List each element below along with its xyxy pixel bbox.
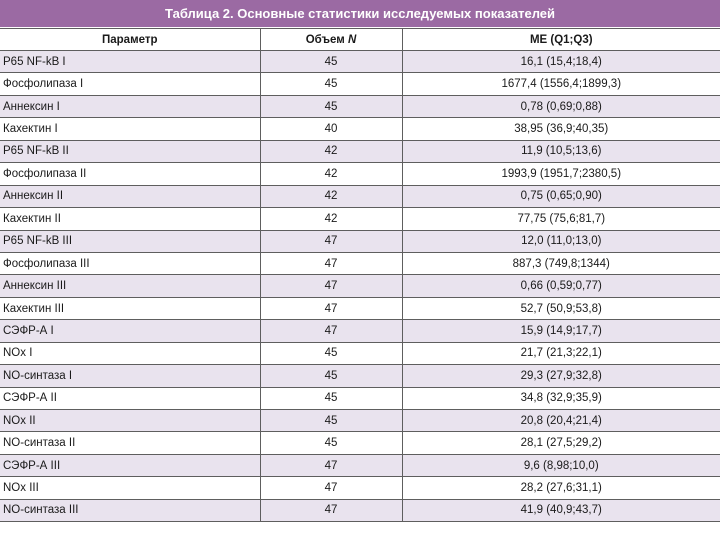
volume-cell: 47: [260, 275, 402, 297]
volume-cell: 45: [260, 365, 402, 387]
param-cell: СЭФР-А I: [0, 320, 260, 342]
table-row: [0, 410, 720, 432]
table-row: [0, 230, 720, 252]
param-cell: СЭФР-А III: [0, 454, 260, 476]
me-cell: 1677,4 (1556,4;1899,3): [402, 73, 720, 95]
me-cell: 1993,9 (1951,7;2380,5): [402, 163, 720, 185]
param-cell: NO-синтаза I: [0, 365, 260, 387]
volume-cell: 42: [260, 163, 402, 185]
volume-cell: 40: [260, 118, 402, 140]
table-row: [0, 73, 720, 95]
volume-cell: 47: [260, 454, 402, 476]
table-row: [0, 365, 720, 387]
me-cell: 21,7 (21,3;22,1): [402, 342, 720, 364]
volume-cell: 42: [260, 140, 402, 162]
param-cell: Аннексин II: [0, 185, 260, 207]
param-cell: NO-синтаза III: [0, 499, 260, 521]
param-cell: P65 NF-kB III: [0, 230, 260, 252]
volume-cell: 47: [260, 320, 402, 342]
param-cell: NOx III: [0, 477, 260, 499]
param-cell: P65 NF-kB I: [0, 51, 260, 73]
table-row: [0, 140, 720, 162]
volume-cell: 45: [260, 51, 402, 73]
table-row: [0, 163, 720, 185]
table-body: [0, 51, 720, 522]
me-cell: 34,8 (32,9;35,9): [402, 387, 720, 409]
table-row: [0, 342, 720, 364]
table-row: [0, 387, 720, 409]
volume-cell: 42: [260, 208, 402, 230]
me-cell: 77,75 (75,6;81,7): [402, 208, 720, 230]
header-volume-n: N: [347, 33, 357, 46]
param-cell: NOx I: [0, 342, 260, 364]
param-cell: Кахектин II: [0, 208, 260, 230]
me-cell: 38,95 (36,9;40,35): [402, 118, 720, 140]
me-cell: 28,1 (27,5;29,2): [402, 432, 720, 454]
table-row: [0, 432, 720, 454]
param-cell: Кахектин III: [0, 297, 260, 319]
me-cell: 0,75 (0,65;0,90): [402, 185, 720, 207]
param-cell: P65 NF-kB II: [0, 140, 260, 162]
me-cell: 11,9 (10,5;13,6): [402, 140, 720, 162]
statistics-table: [0, 28, 720, 522]
header-me: ME (Q1;Q3): [402, 29, 720, 51]
header-param: Параметр: [0, 29, 260, 51]
table-row: [0, 499, 720, 521]
volume-cell: 47: [260, 252, 402, 274]
volume-cell: 47: [260, 499, 402, 521]
param-cell: Фосфолипаза II: [0, 163, 260, 185]
volume-cell: 45: [260, 387, 402, 409]
table-row: [0, 185, 720, 207]
param-cell: Фосфолипаза III: [0, 252, 260, 274]
table-row: [0, 252, 720, 274]
param-cell: СЭФР-А II: [0, 387, 260, 409]
header-volume-label: Объем: [305, 33, 348, 46]
volume-cell: 47: [260, 230, 402, 252]
param-cell: NOx II: [0, 410, 260, 432]
table-row: [0, 477, 720, 499]
header-volume: [260, 29, 402, 51]
table-row: [0, 297, 720, 319]
table-row: [0, 275, 720, 297]
me-cell: 29,3 (27,9;32,8): [402, 365, 720, 387]
volume-cell: 45: [260, 342, 402, 364]
me-cell: 16,1 (15,4;18,4): [402, 51, 720, 73]
me-cell: 887,3 (749,8;1344): [402, 252, 720, 274]
volume-cell: 42: [260, 185, 402, 207]
table-row: [0, 208, 720, 230]
volume-cell: 45: [260, 95, 402, 117]
me-cell: 0,66 (0,59;0,77): [402, 275, 720, 297]
param-cell: Фосфолипаза I: [0, 73, 260, 95]
me-cell: 9,6 (8,98;10,0): [402, 454, 720, 476]
table-row: [0, 454, 720, 476]
param-cell: Аннексин I: [0, 95, 260, 117]
me-cell: 28,2 (27,6;31,1): [402, 477, 720, 499]
header-row: [0, 29, 720, 51]
table-row: [0, 118, 720, 140]
volume-cell: 45: [260, 432, 402, 454]
table-row: [0, 95, 720, 117]
volume-cell: 47: [260, 297, 402, 319]
param-cell: Аннексин III: [0, 275, 260, 297]
volume-cell: 47: [260, 477, 402, 499]
table-title: Таблица 2. Основные статистики исследуемых показателей: [0, 0, 720, 28]
table-row: [0, 51, 720, 73]
me-cell: 41,9 (40,9;43,7): [402, 499, 720, 521]
me-cell: 52,7 (50,9;53,8): [402, 297, 720, 319]
table-row: [0, 320, 720, 342]
volume-cell: 45: [260, 73, 402, 95]
me-cell: 0,78 (0,69;0,88): [402, 95, 720, 117]
me-cell: 15,9 (14,9;17,7): [402, 320, 720, 342]
param-cell: Кахектин I: [0, 118, 260, 140]
me-cell: 12,0 (11,0;13,0): [402, 230, 720, 252]
me-cell: 20,8 (20,4;21,4): [402, 410, 720, 432]
param-cell: NO-синтаза II: [0, 432, 260, 454]
volume-cell: 45: [260, 410, 402, 432]
